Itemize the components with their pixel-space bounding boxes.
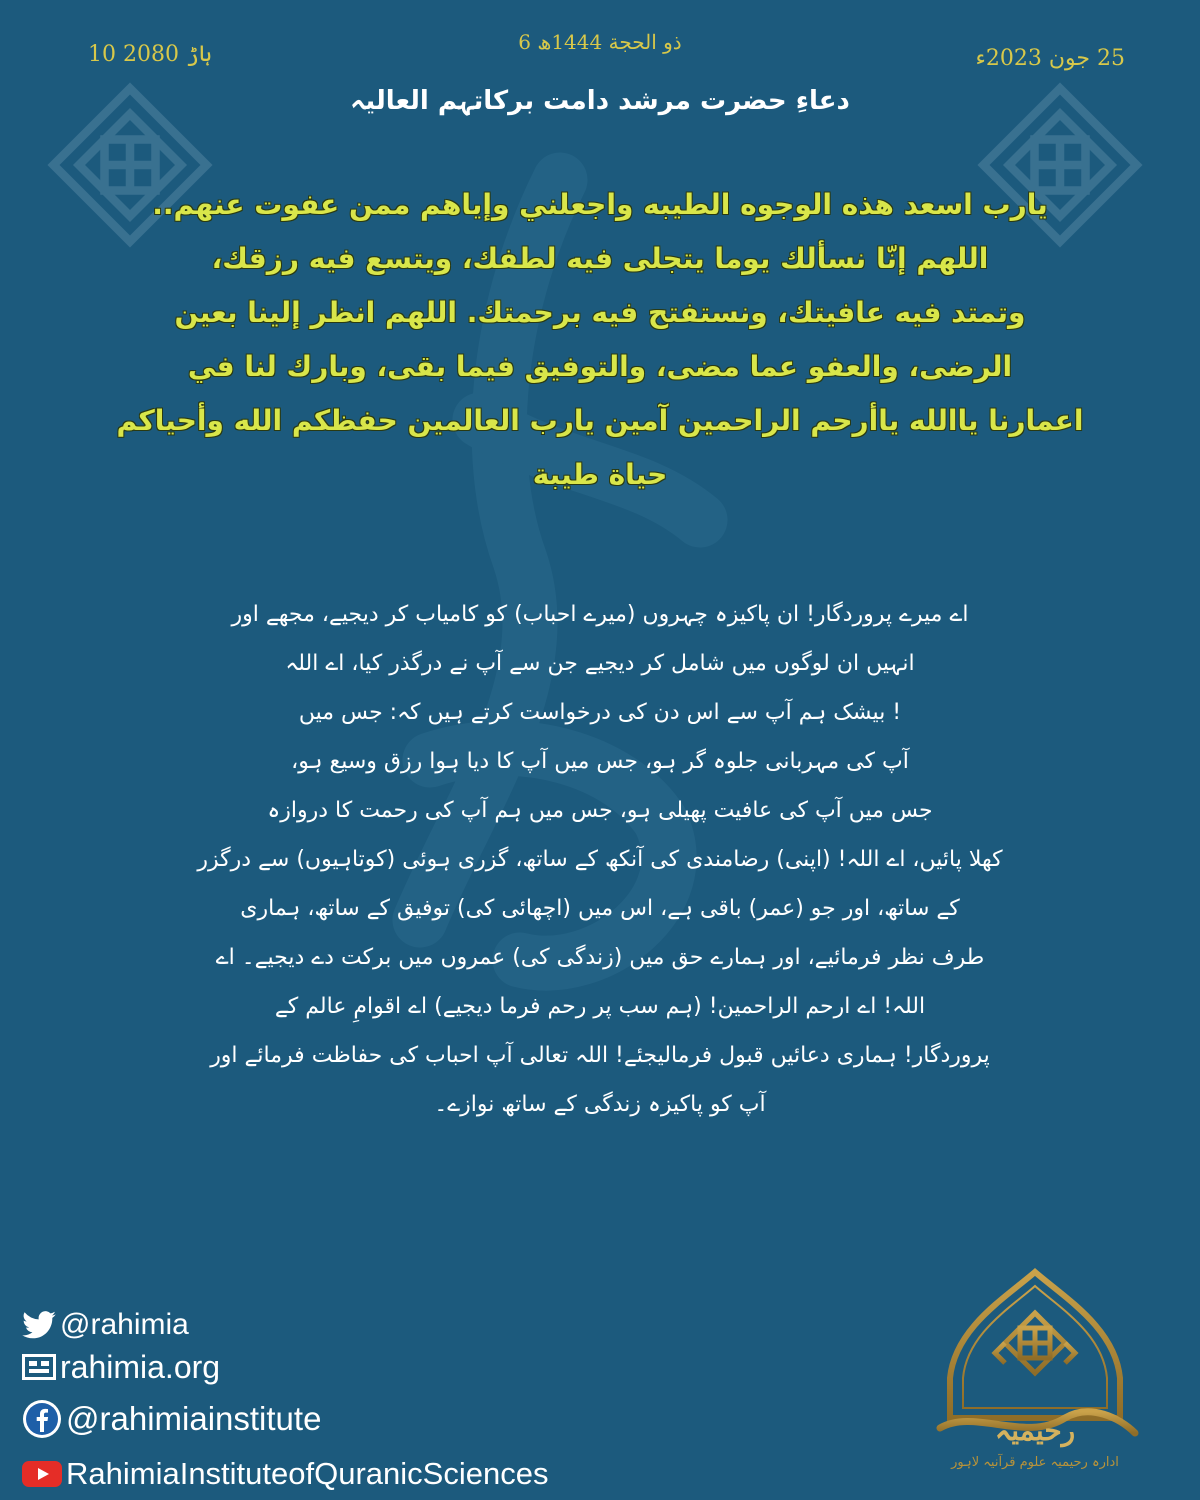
- youtube-icon: [22, 1459, 62, 1489]
- urdu-line: پروردگار! ہماری دعائیں قبول فرمالیجئے! اللہ تعالی آپ احباب کی حفاظت فرمائے اور: [210, 1043, 990, 1068]
- website-url: rahimia.org: [60, 1348, 221, 1385]
- arabic-line: اعمارنا ياالله ياأرحم الراحمين آمين يارب العالمين حفظكم الله وأحياكم: [116, 404, 1084, 437]
- urdu-line: کھلا پائیں، اے اللہ! (اپنی) رضامندی کی آنکھ کے ساتھ، گزری ہوئی (کوتاہیوں) سے درگزر: [197, 847, 1003, 872]
- social-links: [22, 1305, 548, 1499]
- twitter-handle: @rahimia: [60, 1308, 189, 1341]
- urdu-line: اے میرے پروردگار! ان پاکیزہ چہروں (میرے احباب) کو کامیاب کر دیجیے، مجھے اور: [231, 602, 969, 627]
- urdu-line: انہیں ان لوگوں میں شامل کر دیجیے جن سے آپ نے درگذر کیا، اے اللہ: [285, 651, 915, 676]
- logo-subtitle: ادارہ رحیمیہ علوم قرآنیہ لاہور: [951, 1455, 1119, 1470]
- arabic-prayer: [90, 178, 1110, 502]
- urdu-line: آپ کی مہربانی جلوہ گر ہو، جس میں آپ کا دیا ہوا رزق وسیع ہو،: [291, 749, 909, 774]
- bikrami-date: 10 ہاڑ 2080: [88, 42, 212, 67]
- facebook-handle: @rahimiainstitute: [66, 1400, 322, 1437]
- urdu-line: کے ساتھ، اور جو (عمر) باقی ہے، اس میں (اچھائی کی) توفیق کے ساتھ، ہماری: [240, 896, 960, 921]
- page-title: دعاءِ حضرت مرشد دامت برکاتہم العالیہ: [350, 86, 850, 116]
- urdu-line: جس میں آپ کی عافیت پھیلی ہو، جس میں ہم آپ کی رحمت کا دروازہ: [267, 798, 933, 823]
- hijri-date: 6 ذو الحجة 1444ھ: [518, 30, 682, 54]
- website-link[interactable]: [22, 1345, 548, 1389]
- youtube-link[interactable]: [22, 1449, 548, 1499]
- facebook-icon: [22, 1399, 62, 1439]
- facebook-link[interactable]: [22, 1389, 548, 1449]
- urdu-line: ! بیشک ہم آپ سے اس دن کی درخواست کرتے ہیں کہ: جس میں: [298, 700, 902, 725]
- twitter-icon: [22, 1311, 56, 1339]
- web-icon: [22, 1354, 56, 1380]
- urdu-translation: [150, 590, 1050, 1129]
- arabic-line: وتمتد فيه عافيتك، ونستفتح فيه برحمتك. اللهم انظر إلينا بعين: [174, 296, 1026, 329]
- urdu-line: اللہ! اے ارحم الراحمین! (ہم سب پر رحم فرما دیجیے) اے اقوامِ عالم کے: [274, 994, 926, 1019]
- urdu-line: طرف نظر فرمائیے، اور ہمارے حق میں (زندگی کی) عمروں میں برکت دے دیجیے۔ اے: [215, 945, 985, 970]
- rahimia-logo: [915, 1268, 1155, 1473]
- arabic-line: الرضى، والعفو عما مضى، والتوفيق فيما بقى، وبارك لنا في: [187, 350, 1013, 383]
- arabic-line: حياة طيبة: [532, 458, 668, 491]
- logo-name: رحیمیہ: [994, 1414, 1076, 1447]
- youtube-channel: RahimiaInstituteofQuranicSciences: [66, 1456, 549, 1491]
- arabic-line: اللهم إنّا نسألك يوما يتجلى فيه لطفك، ويتسع فيه رزقك،: [211, 242, 989, 275]
- gregorian-date: 25 جون 2023ء: [975, 46, 1125, 71]
- urdu-line: آپ کو پاکیزہ زندگی کے ساتھ نوازے۔: [434, 1092, 766, 1117]
- twitter-link[interactable]: [22, 1305, 548, 1345]
- arabic-line: يارب اسعد هذه الوجوه الطيبه واجعلني وإياهم ممن عفوت عنهم..: [152, 188, 1048, 221]
